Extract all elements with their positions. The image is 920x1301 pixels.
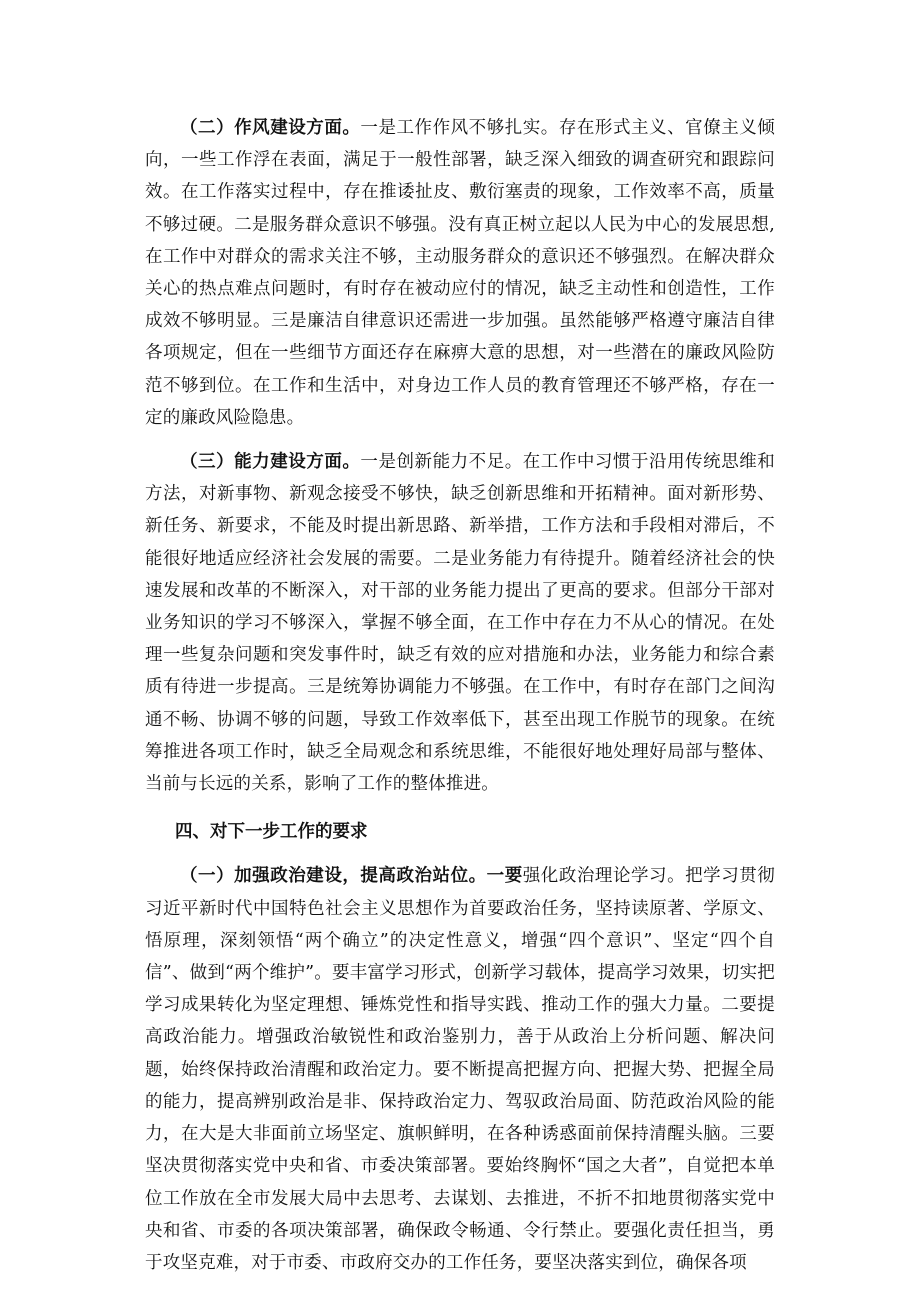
section-heading: 四、对下一步工作的要求 xyxy=(175,822,368,843)
paragraph-body: 一是工作作风不够扎实。存在形式主义、官僚主义倾向，一些工作浮在表面，满足于一般性部署，缺乏深入细致的调查研究和跟踪问效。在工作落实过程中，存在推诿扯皮、敷衍塞责的现象，工作效率不高，质量不够过硬。二是服务群众意识不够强。没有真正树立起以人民为中心的发展思想,在工作中对群众的需求关注不够，主动服务群众的意识还不够强烈。在解决群众关心的热点难点问题时，有时存在被动应付的情况，缺乏主动性和创造性，工作成效不够明显。三是廉洁自律意识还需进一步加强。虽然能够严格遵守廉洁自律各项规定，但在一些细节方面还存在麻痹大意的思想，对一些潜在的廉政风险防范不够到位。在工作和生活中，对身边工作人员的教育管理还不够严格，存在一定的廉政风险隐患。 xyxy=(145,118,775,428)
paragraph-lead: （三）能力建设方面。 xyxy=(180,452,361,473)
paragraph-political-construction xyxy=(145,860,775,1279)
paragraph-work-style xyxy=(145,112,775,434)
paragraph-lead: （二）作风建设方面。 xyxy=(180,118,361,138)
paragraph-body: 强化政治理论学习。把学习贯彻习近平新时代中国特色社会主义思想作为首要政治任务，坚持读原著、学原文、悟原理，深刻领悟“两个确立”的决定性意义，增强“四个意识”、坚定“四个自信”、做到“两个维护”。要丰富学习形式，创新学习载体，提高学习效果，切实把学习成果转化为坚定理想、锤炼党性和指导实践、推动工作的强大力量。二要提高政治能力。增强政治敏锐性和政治鉴别力，善于从政治上分析问题、解决问题，始终保持政治清醒和政治定力。要不断提高把握方向、把握大势、把握全局的能力，提高辨别政治是非、保持政治定力、驾驭政治局面、防范政治风险的能力，在大是大非面前立场坚定、旗帜鲜明，在各种诱惑面前保持清醒头脑。三要坚决贯彻落实党中央和省、市委决策部署。要始终胸怀“国之大者”，自觉把本单位工作放在全市发展大局中去思考、去谋划、去推进，不折不扣地贯彻落实党中央和省、市委的各项决策部署，确保政令畅通、令行禁止。要强化责任担当，勇于攻坚克难，对于市委、市政府交办的工作任务，要坚决落实到位，确保各项 xyxy=(145,866,775,1273)
document-page xyxy=(145,112,775,1279)
paragraph-body: 一是创新能力不足。在工作中习惯于沿用传统思维和方法，对新事物、新观念接受不够快，缺乏创新思维和开拓精神。面对新形势、新任务、新要求，不能及时提出新思路、新举措，工作方法和手段相对滞后，不能很好地适应经济社会发展的需要。二是业务能力有待提升。随着经济社会的快速发展和改革的不断深入，对干部的业务能力提出了更高的要求。但部分干部对业务知识的学习不够深入，掌握不够全面，在工作中存在力不从心的情况。在处理一些复杂问题和突发事件时，缺乏有效的应对措施和办法，业务能力和综合素质有待进一步提高。三是统筹协调能力不够强。在工作中，有时存在部门之间沟通不畅、协调不够的问题，导致工作效率低下，甚至出现工作脱节的现象。在统筹推进各项工作时，缺乏全局观念和系统思维，不能很好地处理好局部与整体、当前与长远的关系，影响了工作的整体推进。 xyxy=(145,452,775,795)
paragraph-lead: （一）加强政治建设，提高政治站位。一要 xyxy=(180,866,523,887)
paragraph-capability xyxy=(145,446,775,800)
